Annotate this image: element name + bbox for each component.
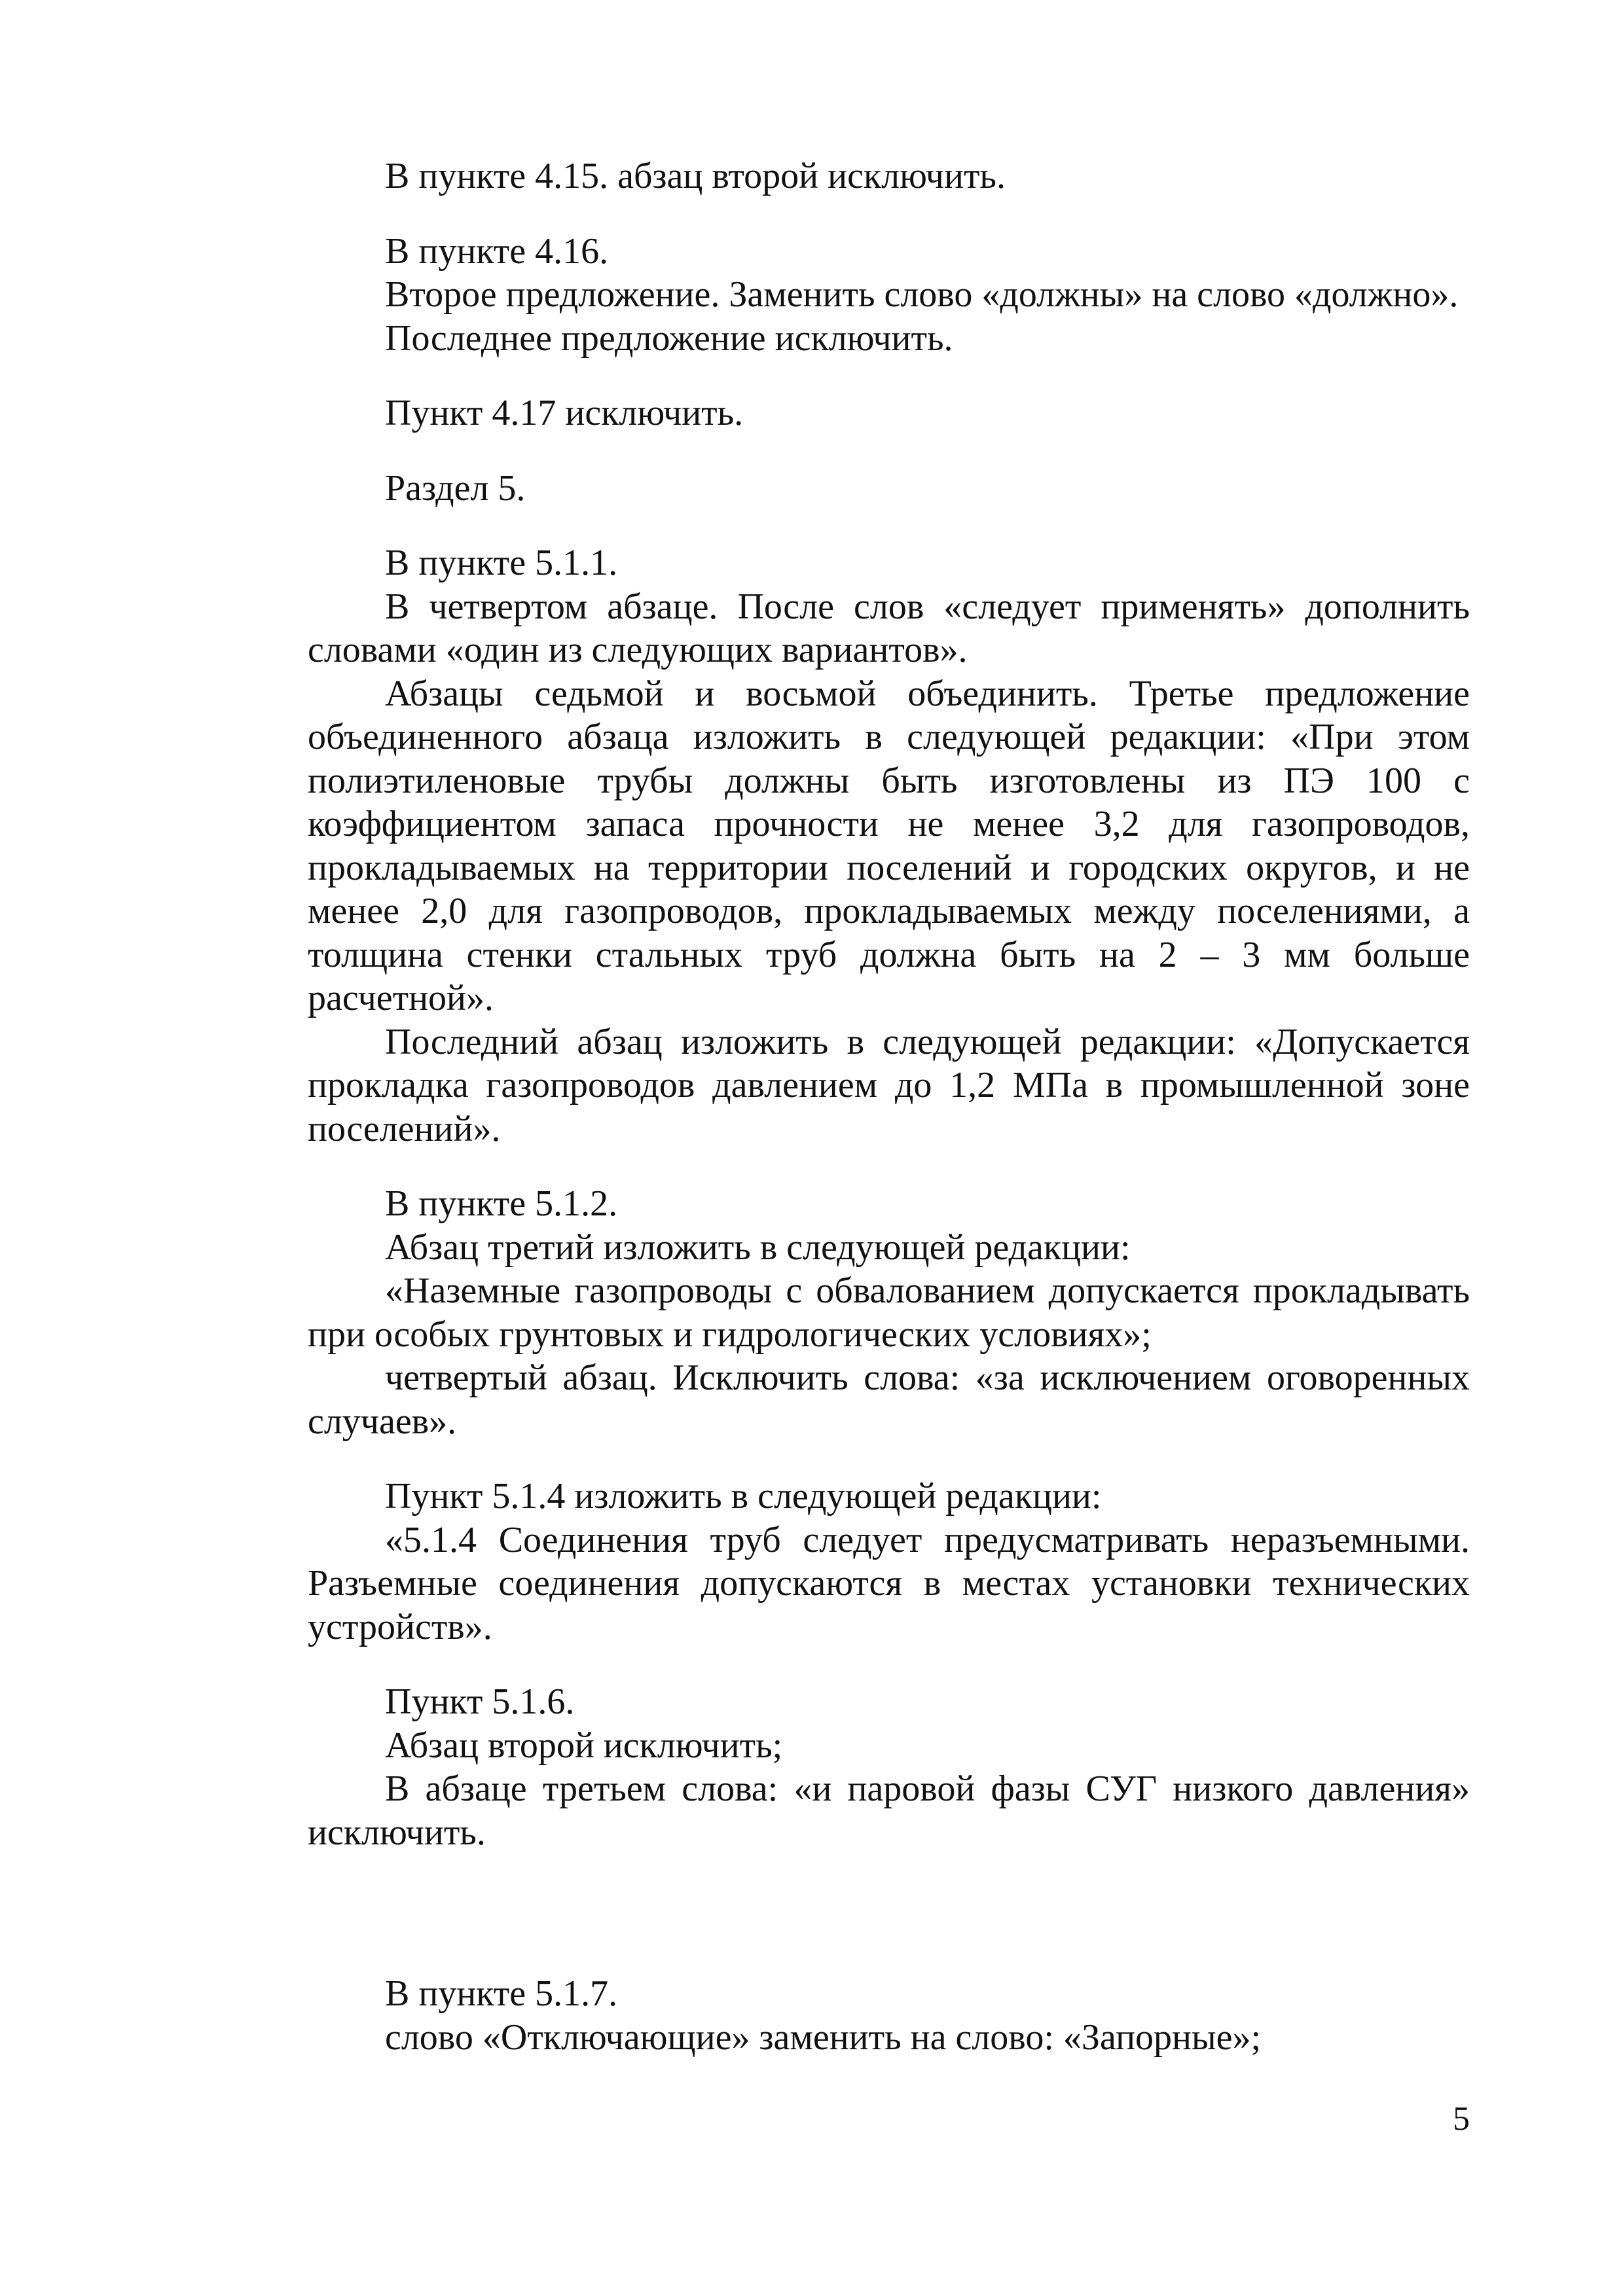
paragraph-4-16-second-sentence: Второе предложение. Заменить слово «должны» на слово «должно».: [385, 274, 1459, 315]
paragraph-5-1-2-heading: В пункте 5.1.2.: [385, 1183, 618, 1224]
paragraph-4-16-last-sentence: Последнее предложение исключить.: [385, 317, 953, 359]
paragraph-4-15: В пункте 4.15. абзац второй исключить.: [385, 156, 1006, 196]
paragraph-5-1-6-third: В абзаце третьем слова: «и паровой фазы СУГ низкого давления» исключить.: [308, 1768, 1470, 1853]
paragraph-5-1-1-fourth: В четвертом абзаце. После слов «следует применять» дополнить словами «один из следующих вариантов».: [308, 586, 1470, 670]
paragraph-5-1-6-second: Абзац второй исключить;: [385, 1725, 783, 1766]
paragraph-5-1-4-text: «5.1.4 Соединения труб следует предусматривать неразъемными. Разъемные соединения допускаются в местах установки технических устройств».: [308, 1519, 1470, 1647]
paragraph-5-1-6-heading: Пункт 5.1.6.: [385, 1681, 575, 1722]
paragraph-5-1-7-heading: В пункте 5.1.7.: [385, 1973, 618, 2014]
document-body: [308, 154, 1470, 2059]
paragraph-5-1-7-text: слово «Отключающие» заменить на слово: «Запорные»;: [385, 2017, 1262, 2058]
paragraph-5-1-1-merge: Абзацы седьмой и восьмой объединить. Третье предложение объединенного абзаца изложить в следующей редакции: «При этом полиэтиленовые трубы должны быть изготовлены из ПЭ 100 с коэффициентом запаса прочности не менее 3,2 для газопроводов, прокладываемых на территории поселений и городских округов, и не менее 2,0 для газопроводов, прокладываемых между поселениями, а толщина стенки стальных труб должна быть на 2 – 3 мм больше расчетной».: [308, 673, 1470, 1018]
paragraph-5-1-4-heading: Пункт 5.1.4 изложить в следующей редакции:: [385, 1476, 1102, 1516]
paragraph-5-1-2-fourth: четвертый абзац. Исключить слова: «за исключением оговоренных случаев».: [308, 1357, 1470, 1442]
paragraph-4-17: Пункт 4.17 исключить.: [385, 393, 744, 433]
paragraph-5-1-2-quote: «Наземные газопроводы с обвалованием допускается прокладывать при особых грунтовых и гидрологических условиях»;: [308, 1270, 1470, 1355]
paragraph-4-16-heading: В пункте 4.16.: [385, 230, 609, 272]
page-number: 5: [1453, 2100, 1470, 2138]
paragraph-5-1-2-third: Абзац третий изложить в следующей редакции:: [385, 1227, 1131, 1268]
section-5-heading: Раздел 5.: [385, 467, 526, 509]
paragraph-5-1-1-last: Последний абзац изложить в следующей редакции: «Допускается прокладка газопроводов давлением до 1,2 МПа в промышленной зоне поселений».: [308, 1021, 1470, 1149]
paragraph-5-1-1-heading: В пункте 5.1.1.: [385, 543, 618, 583]
